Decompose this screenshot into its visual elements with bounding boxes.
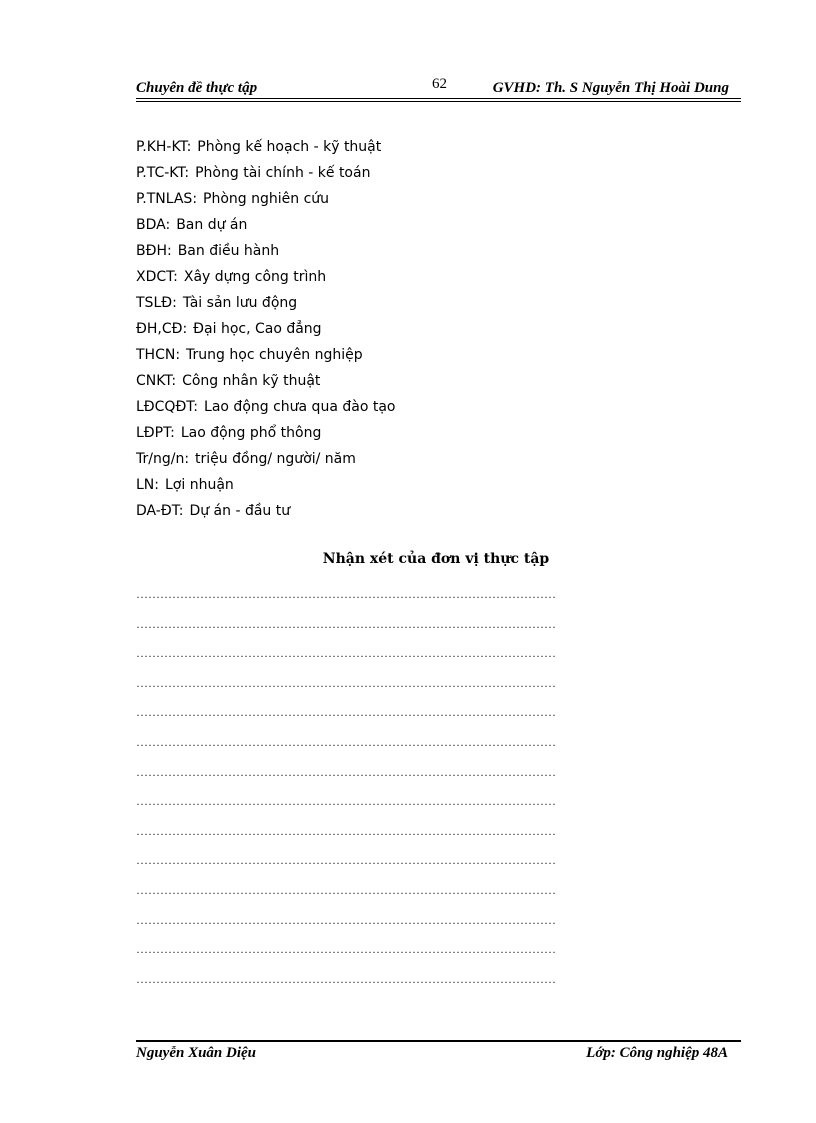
footer-class: Lớp: Công nghiệp 48A <box>586 1045 728 1061</box>
abbreviation-meaning: Phòng tài chính - kế toán <box>195 165 371 181</box>
abbreviation-code: ĐH,CĐ: <box>136 321 188 337</box>
abbreviation-code: BĐH: <box>136 243 172 259</box>
abbreviation-item <box>136 163 395 189</box>
abbreviation-item <box>136 293 395 319</box>
abbreviation-item <box>136 267 395 293</box>
abbreviation-meaning: Lợi nhuận <box>165 477 234 493</box>
abbreviation-item <box>136 371 395 397</box>
abbreviation-item <box>136 215 395 241</box>
abbreviation-meaning: Tài sản lưu động <box>182 295 298 311</box>
abbreviation-item <box>136 475 395 501</box>
abbreviation-list <box>136 137 395 527</box>
dotted-line: …………………………………………………………………………………………… <box>136 616 556 631</box>
abbreviation-item <box>136 319 395 345</box>
abbreviation-meaning: Lao động chưa qua đào tạo <box>204 399 396 415</box>
abbreviation-code: THCN: <box>136 347 181 363</box>
abbreviation-item <box>136 241 395 267</box>
abbreviation-meaning: Xây dựng công trình <box>183 269 327 285</box>
dotted-line: …………………………………………………………………………………………… <box>136 912 556 927</box>
header-title: Chuyên đề thực tập <box>136 80 258 96</box>
abbreviation-item <box>136 501 395 527</box>
page-header <box>136 74 741 98</box>
dotted-line: …………………………………………………………………………………………… <box>136 794 556 809</box>
dotted-line: …………………………………………………………………………………………… <box>136 942 556 957</box>
abbreviation-meaning: Công nhân kỹ thuật <box>182 373 321 389</box>
dotted-line: …………………………………………………………………………………………… <box>136 587 556 601</box>
abbreviation-code: BDA: <box>136 217 171 233</box>
abbreviation-meaning: Đại học, Cao đẳng <box>193 321 322 337</box>
abbreviation-item <box>136 397 395 423</box>
page-number: 62 <box>432 76 447 92</box>
dotted-line: …………………………………………………………………………………………… <box>136 705 556 720</box>
dotted-line: …………………………………………………………………………………………… <box>136 675 556 690</box>
abbreviation-meaning: Lao động phổ thông <box>180 425 322 441</box>
abbreviation-code: Tr/ng/n: <box>136 451 190 467</box>
abbreviation-item <box>136 449 395 475</box>
abbreviation-code: CNKT: <box>136 373 177 389</box>
abbreviation-code: LĐCQĐT: <box>136 399 199 415</box>
dotted-line: …………………………………………………………………………………………… <box>136 764 556 779</box>
abbreviation-item <box>136 423 395 449</box>
dotted-line: …………………………………………………………………………………………… <box>136 646 556 661</box>
abbreviation-meaning: Ban dự án <box>176 217 248 233</box>
footer-author: Nguyễn Xuân Diệu <box>136 1045 257 1061</box>
abbreviation-code: DA-ĐT: <box>136 503 184 519</box>
abbreviation-meaning: Trung học chuyên nghiệp <box>186 347 363 363</box>
abbreviation-code: P.KH-KT: <box>136 139 192 155</box>
abbreviation-code: TSLĐ: <box>136 295 177 311</box>
dotted-line: …………………………………………………………………………………………… <box>136 823 556 838</box>
header-rule-second <box>136 101 741 102</box>
dotted-line: …………………………………………………………………………………………… <box>136 971 556 986</box>
dotted-line: …………………………………………………………………………………………… <box>136 734 556 749</box>
abbreviation-code: LN: <box>136 477 159 493</box>
abbreviation-code: P.TC-KT: <box>136 165 190 181</box>
abbreviation-meaning: Phòng nghiên cứu <box>203 191 330 207</box>
dotted-line: …………………………………………………………………………………………… <box>136 882 556 897</box>
abbreviation-code: LĐPT: <box>136 425 175 441</box>
abbreviation-meaning: Dự án - đầu tư <box>189 503 291 519</box>
abbreviation-code: XDCT: <box>136 269 178 285</box>
abbreviation-meaning: Ban điều hành <box>177 243 280 259</box>
abbreviation-meaning: Phòng kế hoạch - kỹ thuật <box>197 139 382 155</box>
footer-rule <box>136 1040 741 1042</box>
dotted-line: …………………………………………………………………………………………… <box>136 853 556 868</box>
abbreviation-item <box>136 137 395 163</box>
header-rule <box>136 98 741 99</box>
abbreviation-meaning: triệu đồng/ người/ năm <box>195 451 356 467</box>
section-title: Nhận xét của đơn vị thực tập <box>322 551 550 567</box>
abbreviation-item <box>136 189 395 215</box>
abbreviation-item <box>136 345 395 371</box>
header-supervisor: GVHD: Th. S Nguyễn Thị Hoài Dung <box>492 80 729 96</box>
abbreviation-code: P.TNLAS: <box>136 191 198 207</box>
comment-lines <box>136 586 716 1000</box>
